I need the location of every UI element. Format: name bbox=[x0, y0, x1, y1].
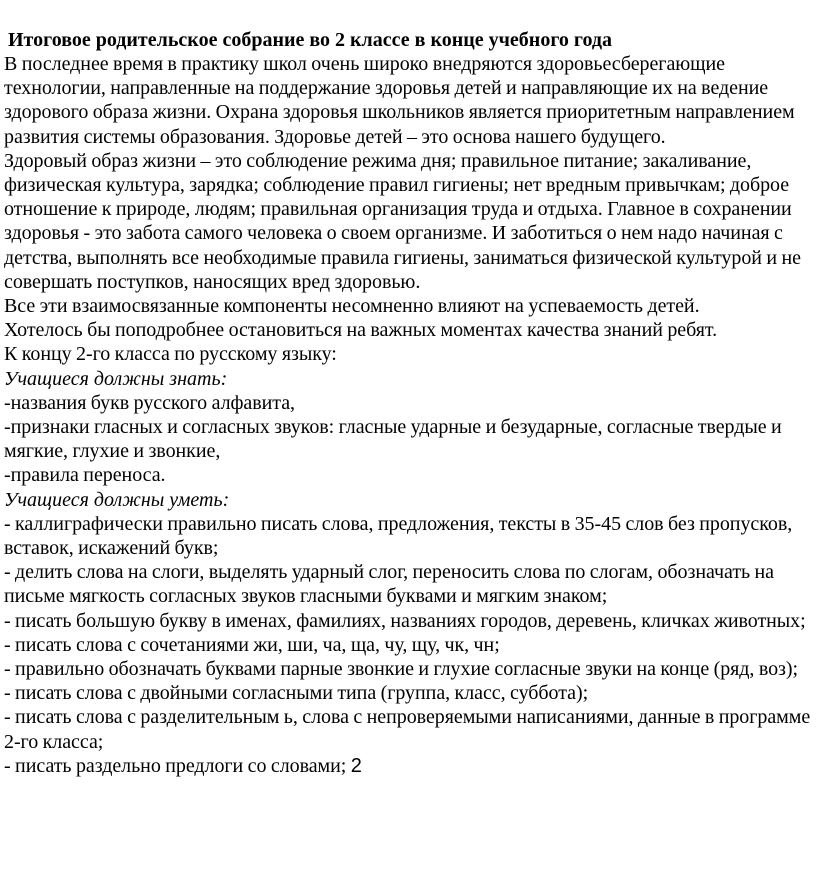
paragraph-russian-language: К концу 2-го класса по русскому языку: bbox=[4, 343, 337, 366]
document-title: Итоговое родительское собрание во 2 классе в конце учебного года bbox=[8, 29, 613, 51]
know-item: -правила переноса. bbox=[4, 464, 166, 487]
can-item: - писать слова с двойными согласными типа (группа, класс, суббота); bbox=[4, 682, 589, 705]
know-heading: Учащиеся должны знать: bbox=[4, 367, 228, 390]
paragraph-knowledge-quality: Хотелось бы поподробнее остановиться на важных моментах качества знаний ребят. bbox=[4, 319, 718, 342]
can-item-last-text: - писать раздельно предлоги со словами; bbox=[4, 754, 347, 777]
can-item-last bbox=[4, 754, 816, 778]
can-heading: Учащиеся должны уметь: bbox=[4, 488, 230, 511]
paragraph-components: Все эти взаимосвязанные компоненты несомненно влияют на успеваемость детей. bbox=[4, 295, 700, 318]
can-item: - писать слова с разделительным ь, слова с непроверяемыми написаниями, данные в программе 2-го класса; bbox=[4, 706, 811, 753]
can-item: - делить слова на слоги, выделять ударный слог, переносить слова по слогам, обозначать на письме мягкость согласных звуков гласными буквами и мягким знаком; bbox=[4, 561, 775, 608]
can-item: - правильно обозначать буквами парные звонкие и глухие согласные звуки на конце (ряд, воз); bbox=[4, 658, 798, 681]
paragraph-intro: В последнее время в практику школ очень широко внедряются здоровьесберегающие технологии, направленные на поддержание здоровья детей и направляющие их на ведение здорового образа жизни. Охрана здоровья школьников является приоритетным направлением развития системы образования. Здоровье детей – это основа нашего будущего. bbox=[4, 53, 795, 148]
paragraph-healthy-lifestyle: Здоровый образ жизни – это соблюдение режима дня; правильное питание; закаливание, физическая культура, зарядка; соблюдение правил гигиены; нет вредным привычкам; доброе отношение к природе, людям; правильная организация труда и отдыха. Главное в сохранении здоровья - это забота самого человека о своем организме. И заботиться о нем надо начиная с детства, выполнять все необходимые правила гигиены, заниматься физической культурой и не совершать поступков, наносящих вред здоровью. bbox=[4, 149, 801, 293]
can-item: - писать слова с сочетаниями жи, ши, ча, ща, чу, щу, чк, чн; bbox=[4, 633, 500, 656]
know-item: -названия букв русского алфавита, bbox=[4, 391, 296, 414]
can-item: - каллиграфически правильно писать слова, предложения, тексты в 35-45 слов без пропусков, вставок, искажений букв; bbox=[4, 512, 793, 560]
page-number: 2 bbox=[350, 754, 362, 777]
know-item: -признаки гласных и согласных звуков: гласные ударные и безударные, согласные твердые и мягкие, глухие и звонкие, bbox=[4, 416, 782, 463]
can-item: - писать большую букву в именах, фамилиях, названиях городов, деревень, кличках животных; bbox=[4, 609, 806, 632]
